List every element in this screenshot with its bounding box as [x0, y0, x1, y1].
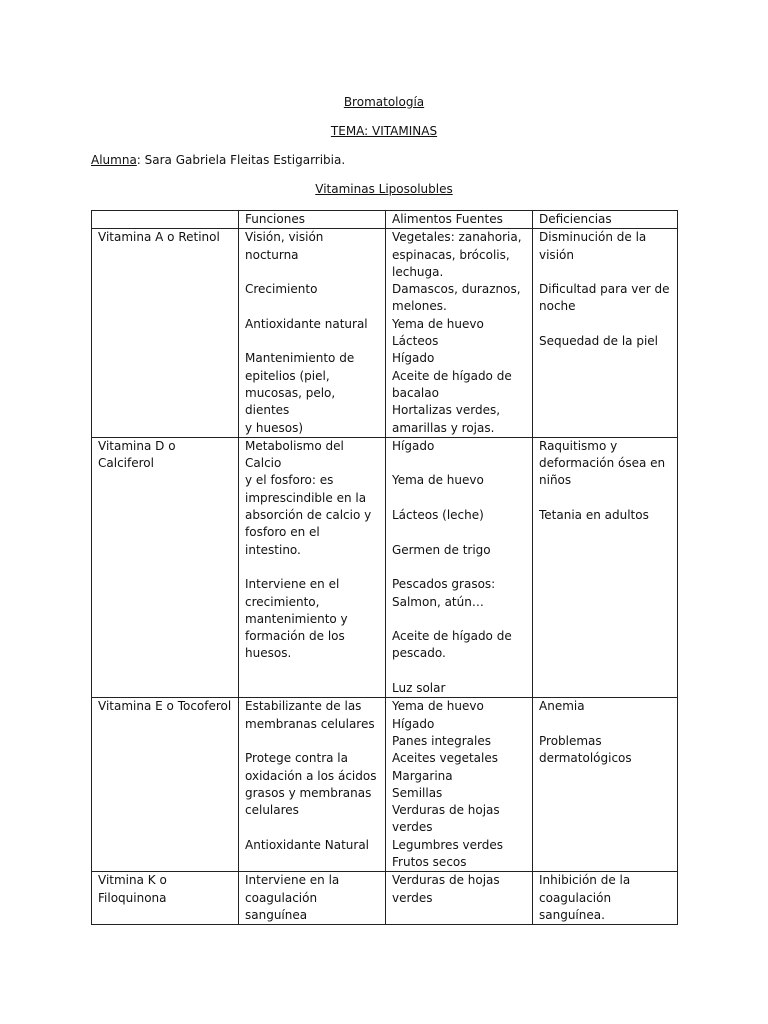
cell-line: [245, 298, 379, 315]
header-cell-empty: [92, 211, 239, 229]
cell-line: [539, 490, 671, 507]
cell-deficiencias: [533, 698, 678, 872]
cell-line: Aceites vegetales: [392, 751, 498, 766]
cell-line: Vitamina A o Retinol: [98, 230, 220, 245]
cell-line: espinacas, brócolis,: [392, 247, 510, 262]
cell-funciones: [239, 698, 386, 872]
cell-alimentos: [386, 698, 533, 872]
cell-line: Crecimiento: [245, 282, 318, 297]
cell-line: Aceite de hígado de: [392, 368, 512, 383]
cell-line: absorción de calcio y: [245, 508, 372, 523]
header-cell-deficiencias: Deficiencias: [533, 211, 678, 229]
cell-line: Hortalizas verdes,: [392, 403, 501, 418]
cell-line: mantenimiento y: [245, 611, 348, 626]
table-row: [92, 872, 678, 925]
cell-line: Germen de trigo: [392, 542, 491, 557]
cell-line: Margarina: [392, 768, 453, 783]
vitamins-table: [91, 210, 678, 925]
cell-funciones: [239, 872, 386, 925]
cell-line: Vitmina K o: [98, 873, 167, 888]
cell-line: grasos y membranas: [245, 785, 372, 800]
cell-line: [245, 333, 379, 350]
cell-line: Mantenimiento de: [245, 351, 355, 366]
cell-deficiencias: [533, 437, 678, 697]
topic-title: TEMA: VITAMINAS: [330, 124, 438, 138]
cell-line: Problemas: [539, 733, 602, 748]
cell-line: Legumbres verdes: [392, 837, 503, 852]
cell-line: visión: [539, 247, 574, 262]
table-header-row: [92, 211, 678, 229]
cell-line: coagulación sanguínea: [245, 890, 321, 922]
cell-line: Frutos secos: [392, 854, 467, 869]
cell-line: Inhibición de la: [539, 873, 631, 888]
cell-line: Dificultad para ver de: [539, 282, 670, 297]
cell-line: y huesos): [245, 420, 304, 435]
cell-line: bacalao: [392, 385, 439, 400]
cell-line: [245, 559, 379, 576]
cell-line: verdes: [392, 890, 433, 905]
cell-line: lechuga.: [392, 264, 444, 279]
cell-line: crecimiento,: [245, 594, 320, 609]
cell-line: formación de los: [245, 629, 345, 644]
cell-line: oxidación a los ácidos: [245, 768, 377, 783]
cell-line: imprescindible en la: [245, 490, 367, 505]
student-line: [91, 153, 345, 167]
cell-line: Salmon, atún…: [392, 594, 484, 609]
cell-name: [92, 229, 239, 438]
cell-line: Lácteos (leche): [392, 508, 484, 523]
cell-line: coagulación sanguínea.: [539, 890, 615, 922]
header-cell-alimentos: Alimentos Fuentes: [386, 211, 533, 229]
cell-line: Hígado: [392, 351, 435, 366]
cell-line: [539, 316, 671, 333]
table-row: [92, 229, 678, 438]
cell-line: pescado.: [392, 646, 446, 661]
cell-line: melones.: [392, 299, 447, 314]
cell-line: noche: [539, 299, 576, 314]
cell-line: Filoquinona: [98, 890, 167, 905]
cell-line: Protege contra la: [245, 751, 348, 766]
cell-alimentos: [386, 437, 533, 697]
cell-line: verdes: [392, 820, 433, 835]
cell-line: [392, 611, 526, 628]
cell-line: Yema de huevo: [392, 473, 484, 488]
cell-line: niños: [539, 473, 572, 488]
cell-line: Vitamina D o Calciferol: [98, 438, 180, 471]
section-title: Vitaminas Liposolubles: [315, 182, 453, 196]
table-row: [92, 698, 678, 872]
cell-line: [539, 716, 671, 733]
cell-line: huesos.: [245, 646, 292, 661]
cell-line: deformación ósea en: [539, 456, 666, 471]
cell-line: [245, 819, 379, 836]
cell-line: Vegetales: zanahoria,: [392, 230, 522, 245]
cell-line: Hígado: [392, 716, 435, 731]
cell-line: Pescados grasos:: [392, 577, 496, 592]
cell-line: Lácteos: [392, 334, 439, 349]
cell-line: epitelios (piel,: [245, 368, 330, 383]
cell-deficiencias: [533, 229, 678, 438]
cell-line: y el fosforo: es: [245, 473, 334, 488]
cell-line: [245, 264, 379, 281]
cell-line: Antioxidante natural: [245, 316, 368, 331]
cell-line: [392, 490, 526, 507]
cell-name: [92, 872, 239, 925]
table-row: [92, 437, 678, 697]
header-cell-funciones: Funciones: [239, 211, 386, 229]
cell-line: [245, 733, 379, 750]
student-name: : Sara Gabriela Fleitas Estigarribia.: [136, 153, 346, 167]
cell-line: Luz solar: [392, 681, 446, 696]
cell-line: Interviene en el: [245, 577, 340, 592]
cell-alimentos: [386, 229, 533, 438]
cell-line: Vitamina E o Tocoferol: [98, 699, 232, 714]
cell-line: Verduras de hojas: [392, 803, 500, 818]
table-body: [92, 229, 678, 925]
cell-name: [92, 698, 239, 872]
cell-line: Hígado: [392, 438, 435, 453]
cell-alimentos: [386, 872, 533, 925]
cell-line: [392, 455, 526, 472]
cell-line: Panes integrales: [392, 733, 492, 748]
cell-line: celulares: [245, 803, 299, 818]
cell-line: dermatológicos: [539, 751, 632, 766]
cell-line: Yema de huevo: [392, 699, 484, 714]
cell-line: Raquitismo y: [539, 438, 618, 453]
cell-funciones: [239, 437, 386, 697]
cell-line: Antioxidante Natural: [245, 837, 370, 852]
cell-line: membranas celulares: [245, 716, 375, 731]
cell-line: Verduras de hojas: [392, 873, 500, 888]
cell-line: Estabilizante de las: [245, 699, 362, 714]
cell-line: Semillas: [392, 785, 443, 800]
cell-line: Interviene en la: [245, 873, 340, 888]
cell-line: Visión, visión nocturna: [245, 230, 328, 262]
cell-funciones: [239, 229, 386, 438]
cell-name: [92, 437, 239, 697]
cell-line: Aceite de hígado de: [392, 629, 512, 644]
cell-line: Damascos, duraznos,: [392, 282, 521, 297]
cell-line: mucosas, pelo, dientes: [245, 385, 340, 418]
student-label: Alumna: [91, 153, 137, 167]
cell-line: Metabolismo del Calcio: [245, 438, 348, 471]
cell-line: [539, 264, 671, 281]
cell-line: [392, 524, 526, 541]
cell-line: fosforo en el intestino.: [245, 525, 324, 557]
course-title: Bromatología: [343, 95, 425, 109]
cell-line: [392, 663, 526, 680]
cell-line: Sequedad de la piel: [539, 334, 658, 349]
cell-line: Anemia: [539, 699, 585, 714]
cell-deficiencias: [533, 872, 678, 925]
cell-line: [392, 559, 526, 576]
cell-line: amarillas y rojas.: [392, 420, 495, 435]
cell-line: Yema de huevo: [392, 316, 484, 331]
cell-line: Tetania en adultos: [539, 508, 649, 523]
cell-line: Disminución de la: [539, 230, 647, 245]
